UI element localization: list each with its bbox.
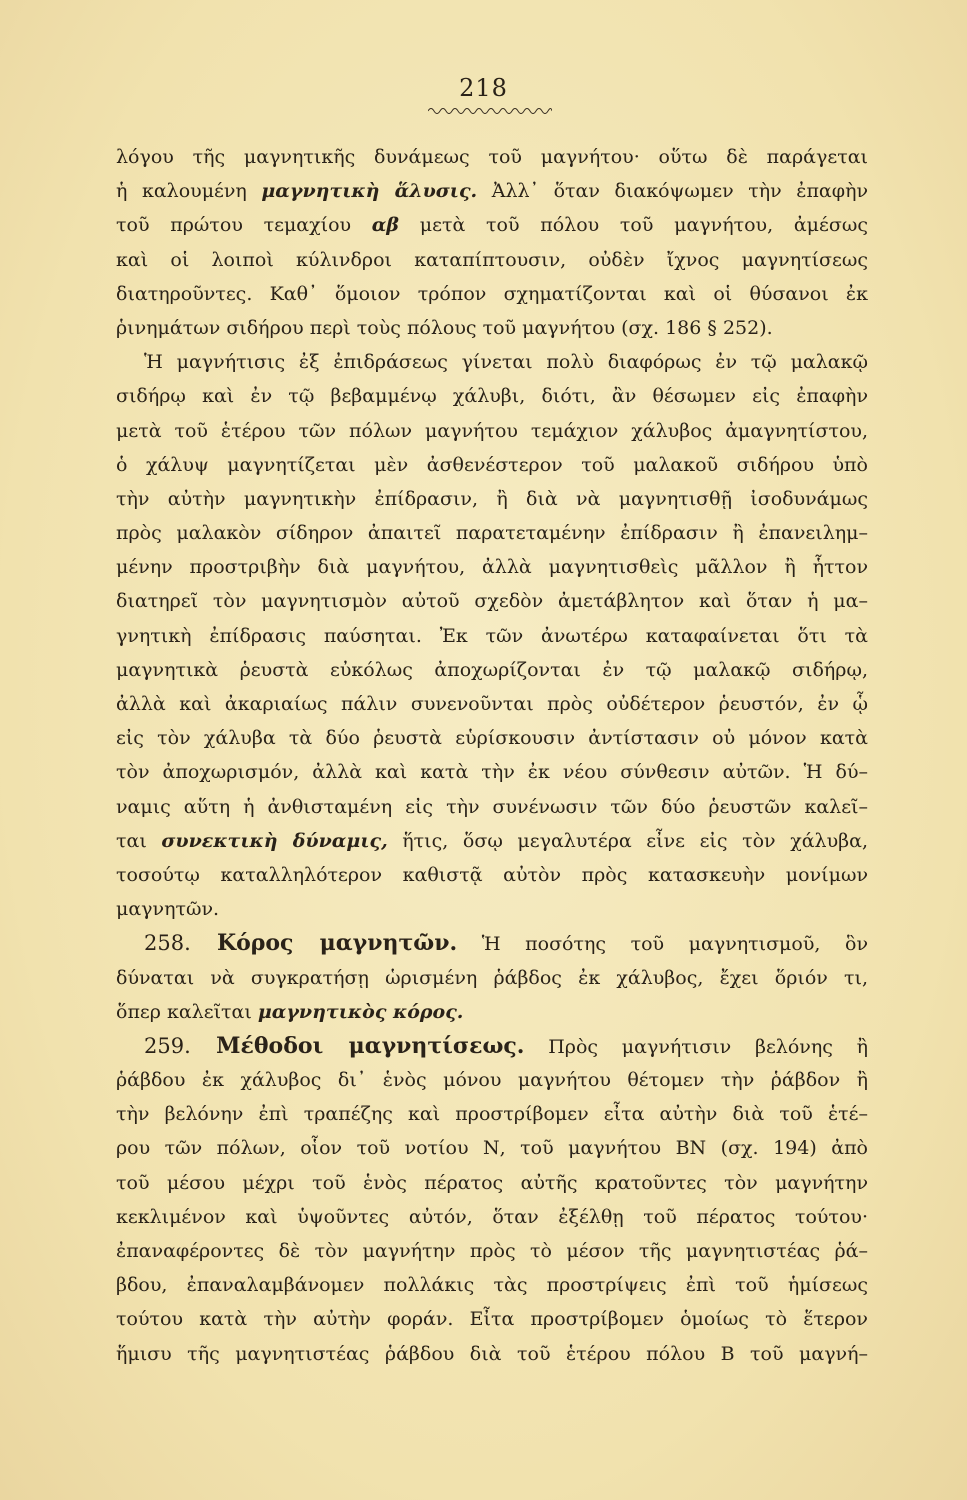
text-body	[116, 140, 868, 1371]
text-line: ὅπερ καλεῖται μαγνητικὸς κόρος.	[116, 1000, 464, 1023]
section-title: Κόρος μαγνητῶν.	[190, 930, 458, 957]
section-title: Μέθοδοι μαγνητίσεως.	[190, 1032, 525, 1059]
text-line: ἐπαναφέροντες δὲ τὸν μαγνήτην πρὸς τὸ μέσον τῆς μαγνητιστέας ῥά–	[116, 1240, 868, 1262]
text-line: ῥινημάτων σιδήρου περὶ τοὺς πόλους τοῦ μαγνήτου (σχ. 186 § 252).	[116, 316, 773, 339]
text-line: λόγου τῆς μαγνητικῆς δυνάμεως τοῦ μαγνήτου· οὕτω δὲ παράγεται	[116, 146, 868, 168]
text-line: τοσούτῳ καταλληλότερον καθιστᾷ αὐτὸν πρὸς κατασκευὴν μονίμων	[116, 863, 868, 886]
text-line: τὴν αὐτὴν μαγνητικὴν ἐπίδρασιν, ἢ διὰ νὰ μαγνητισθῇ ἰσοδυνάμως	[116, 487, 868, 510]
text-line: ρου τῶν πόλων, οἷον τοῦ νοτίου Ν, τοῦ μαγνήτου ΒΝ (σχ. 194) ἀπὸ	[116, 1137, 868, 1160]
text-line: τούτου κατὰ τὴν αὐτὴν φοράν. Εἶτα προστρίβομεν ὁμοίως τὸ ἕτερον	[116, 1308, 868, 1331]
text-line: καὶ οἱ λοιποὶ κύλινδροι καταπίπτουσιν, οὐδὲν ἴχνος μαγνητίσεως	[116, 248, 868, 271]
text-line: τοῦ πρώτου τεμαχίου αβ μετὰ τοῦ πόλου τοῦ μαγνήτου, ἀμέσως	[116, 214, 868, 237]
text-line: μαγνητῶν.	[116, 898, 220, 921]
term-magnetic-chain: μαγνητικὴ ἅλυσις.	[261, 180, 478, 203]
text-line: σιδήρῳ καὶ ἐν τῷ βεβαμμένῳ χάλυβι, διότι, ἂν θέσωμεν εἰς ἐπαφὴν	[116, 385, 868, 408]
text-line: τοῦ μέσου μέχρι τοῦ ἑνὸς πέρατος αὐτῆς κρατοῦντες τὸν μαγνήτην	[116, 1171, 868, 1194]
wavy-ornament	[428, 106, 552, 116]
text-line: μετὰ τοῦ ἑτέρου τῶν πόλων μαγνήτου τεμάχιον χάλυβος ἀμαγνητίστου,	[116, 419, 868, 442]
text-line: μένην προστριβὴν διὰ μαγνήτου, ἀλλὰ μαγνητισθεὶς μᾶλλον ἢ ἧττον	[116, 556, 868, 579]
term-cohesive-force: συνεκτικὴ δύναμις,	[161, 829, 388, 852]
text-line: δύναται νὰ συγκρατήσῃ ὡρισμένη ῥάβδος ἐκ χάλυβος, ἔχει ὅριόν τι,	[116, 966, 868, 989]
text-line: ὁ χάλυψ μαγνητίζεται μὲν ἀσθενέστερον τοῦ μαλακοῦ σιδήρου ὑπὸ	[116, 453, 868, 476]
section-258-heading-line: 258. Κόρος μαγνητῶν. Ἡ ποσότης τοῦ μαγνητισμοῦ, ὃν	[144, 930, 868, 957]
text-line: τὸν ἀποχωρισμόν, ἀλλὰ καὶ κατὰ τὴν ἐκ νέου σύνθεσιν αὐτῶν. Ἡ δύ–	[116, 761, 868, 784]
text-line: Ἡ μαγνήτισις ἐξ ἐπιδράσεως γίνεται πολὺ διαφόρως ἐν τῷ μαλακῷ	[144, 351, 868, 374]
text-line: ἀλλὰ καὶ ἀκαριαίως πάλιν συνενοῦνται πρὸς οὐδέτερον ῥευστόν, ἐν ᾧ	[116, 693, 868, 715]
text-line: διατηροῦντες. Καθ᾽ ὅμοιον τρόπον σχηματίζονται καὶ οἱ θύσανοι ἐκ	[116, 282, 868, 305]
section-number: 258.	[144, 931, 191, 956]
text-line: εἰς τὸν χάλυβα τὰ δύο ῥευστὰ εὑρίσκουσιν ἀντίστασιν οὐ μόνον κατὰ	[116, 727, 868, 750]
section-number: 259.	[144, 1033, 191, 1058]
page-number: 218	[459, 74, 508, 102]
text-line: ται συνεκτικὴ δύναμις, ἥτις, ὅσῳ μεγαλυτέρα εἶνε εἰς τὸν χάλυβα,	[116, 829, 868, 852]
text-line: κεκλιμένον καὶ ὑψοῦντες αὐτόν, ὅταν ἐξέλθῃ τοῦ πέρατος τούτου·	[116, 1205, 868, 1228]
text-line: γνητικὴ ἐπίδρασις παύσηται. Ἐκ τῶν ἀνωτέρω καταφαίνεται ὅτι τὰ	[116, 624, 868, 647]
text-line: πρὸς μαλακὸν σίδηρον ἀπαιτεῖ παρατεταμένην ἐπίδρασιν ἢ ἐπανειλημ–	[116, 522, 868, 545]
label-ab: αβ	[371, 214, 400, 237]
text-line: τὴν βελόνην ἐπὶ τραπέζης καὶ προστρίβομεν εἶτα αὐτὴν διὰ τοῦ ἑτέ–	[116, 1103, 868, 1126]
section-259-heading-line: 259. Μέθοδοι μαγνητίσεως. Πρὸς μαγνήτισιν βελόνης ἢ	[144, 1032, 868, 1059]
text-line: ναμις αὕτη ἡ ἀνθισταμένη εἰς τὴν συνένωσιν τῶν δύο ῥευστῶν καλεῖ–	[116, 795, 868, 818]
text-line: βδου, ἐπαναλαμβάνομεν πολλάκις τὰς προστρίψεις ἐπὶ τοῦ ἡμίσεως	[116, 1274, 868, 1297]
term-magnetic-saturation: μαγνητικὸς κόρος.	[257, 1000, 464, 1023]
text-line: διατηρεῖ τὸν μαγνητισμὸν αὐτοῦ σχεδὸν ἀμετάβλητον καὶ ὅταν ἡ μα–	[116, 590, 868, 613]
text-line: ἡ καλουμένη μαγνητικὴ ἅλυσις. Ἀλλ᾽ ὅταν διακόψωμεν τὴν ἐπαφὴν	[116, 180, 868, 203]
text-line: ἥμισυ τῆς μαγνητιστέας ῥάβδου διὰ τοῦ ἑτέρου πόλου Β τοῦ μαγνή–	[116, 1342, 868, 1365]
text-line: μαγνητικὰ ῥευστὰ εὐκόλως ἀποχωρίζονται ἐν τῷ μαλακῷ σιδήρῳ,	[116, 658, 868, 681]
text-line: ῥάβδου ἐκ χάλυβος δι᾽ ἑνὸς μόνου μαγνήτου θέτομεν τὴν ῥάβδον ἢ	[116, 1069, 868, 1092]
